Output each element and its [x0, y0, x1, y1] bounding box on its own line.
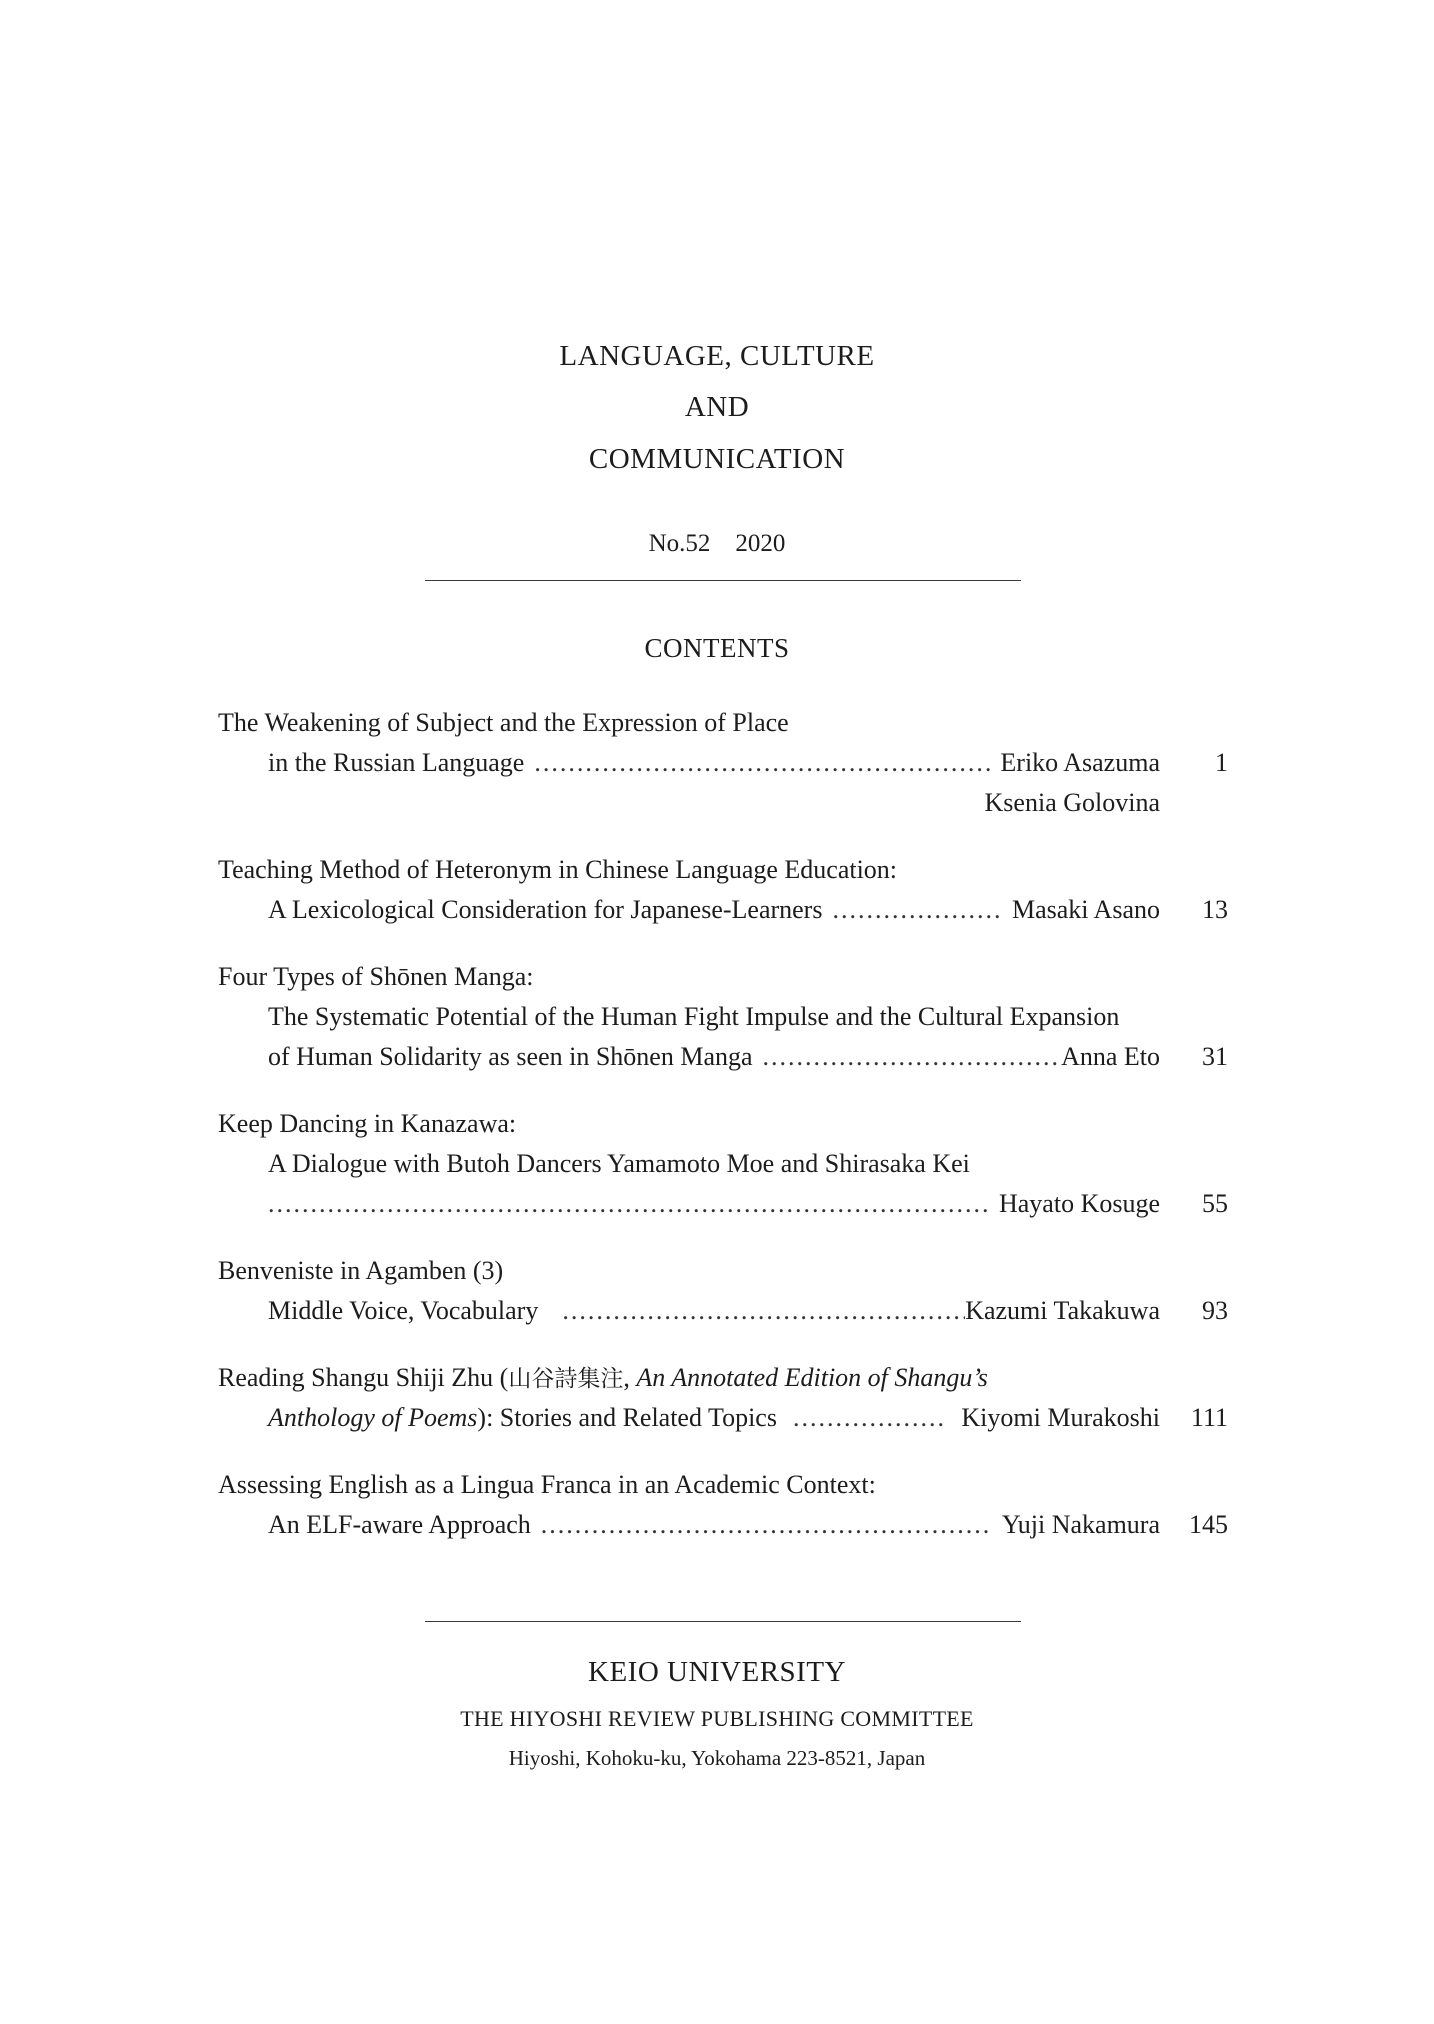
- entry-title: Four Types of Shōnen Manga:: [218, 962, 534, 991]
- toc-entry[interactable]: [218, 703, 1228, 823]
- top-divider: [425, 580, 1021, 581]
- bottom-divider: [425, 1621, 1021, 1622]
- entry-page-number: 31: [1202, 1042, 1228, 1071]
- entry-title: [218, 1358, 1228, 1398]
- toc-entry[interactable]: [218, 850, 1228, 930]
- entry-leader-row: [218, 1398, 1228, 1438]
- entry-title: The Weakening of Subject and the Expression of Place: [218, 708, 789, 737]
- toc-entry[interactable]: [218, 957, 1228, 1077]
- entry-title-italic: An Annotated Edition of Shangu’s: [636, 1363, 988, 1392]
- entry-leader-row: [218, 1291, 1228, 1331]
- entry-leader-row: [218, 1037, 1228, 1077]
- entry-title: Keep Dancing in Kanazawa:: [218, 1109, 517, 1138]
- entry-page-number: 93: [1202, 1296, 1228, 1325]
- entry-subtitle-rest: ): Stories and Related Topics: [477, 1403, 777, 1432]
- entry-author: Eriko Asazuma: [1000, 748, 1160, 777]
- entry-subtitle: A Dialogue with Butoh Dancers Yamamoto Moe and Shirasaka Kei: [268, 1149, 970, 1178]
- entry-coauthor: Ksenia Golovina: [984, 788, 1160, 817]
- entry-author: Anna Eto: [1061, 1042, 1160, 1071]
- issue-number: No.52 2020: [648, 530, 786, 557]
- entry-leader-row: [218, 1184, 1228, 1224]
- publisher-name: KEIO UNIVERSITY: [588, 1656, 846, 1688]
- entry-subtitle-line-2: of Human Solidarity as seen in Shōnen Manga: [268, 1042, 753, 1071]
- dot-leader: [832, 890, 1001, 930]
- entry-subtitle: [268, 1398, 777, 1438]
- publisher-address: Hiyoshi, Kohoku-ku, Yokohama 223-8521, Japan: [508, 1746, 926, 1770]
- contents-heading: CONTENTS: [644, 633, 790, 663]
- entry-author: Yuji Nakamura: [1001, 1510, 1160, 1539]
- entry-leader-row: [218, 743, 1228, 783]
- toc-entry[interactable]: [218, 1465, 1228, 1545]
- publisher-committee: THE HIYOSHI REVIEW PUBLISHING COMMITTEE: [460, 1706, 974, 1731]
- dot-leader: [763, 1037, 1062, 1077]
- toc-entry[interactable]: [218, 1358, 1228, 1438]
- journal-title-line-2: AND: [684, 391, 750, 423]
- dot-leader: [268, 1184, 989, 1224]
- entry-title-separator: ,: [623, 1363, 637, 1392]
- dot-leader: [562, 1291, 965, 1331]
- journal-title-line-3: COMMUNICATION: [588, 443, 846, 475]
- entry-subtitle-line-1: The Systematic Potential of the Human Fight Impulse and the Cultural Expansion: [268, 1002, 1120, 1031]
- entry-author: Kiyomi Murakoshi: [961, 1403, 1160, 1432]
- entry-title: Assessing English as a Lingua Franca in an Academic Context:: [218, 1470, 876, 1499]
- toc-entry[interactable]: [218, 1251, 1228, 1331]
- journal-title-line-1: LANGUAGE, CULTURE: [559, 340, 875, 372]
- entry-subtitle: An ELF-aware Approach: [268, 1510, 531, 1539]
- entry-author: Masaki Asano: [1011, 895, 1160, 924]
- table-of-contents: [218, 703, 1228, 1572]
- entry-title: Benveniste in Agamben (3): [218, 1256, 504, 1285]
- dot-leader: [793, 1398, 943, 1438]
- entry-page-number: 13: [1202, 895, 1228, 924]
- entry-subtitle: Middle Voice, Vocabulary: [268, 1296, 539, 1325]
- dot-leader: [541, 1505, 992, 1545]
- entry-author: Hayato Kosuge: [998, 1189, 1160, 1218]
- entry-subtitle-italic: Anthology of Poems: [268, 1403, 478, 1432]
- dot-leader: [534, 743, 990, 783]
- entry-subtitle: A Lexicological Consideration for Japanese-Learners: [268, 895, 823, 924]
- entry-leader-row: [218, 890, 1228, 930]
- entry-title: Teaching Method of Heteronym in Chinese Language Education:: [218, 855, 898, 884]
- entry-leader-row: [218, 1505, 1228, 1545]
- entry-title-text: Reading Shangu Shiji Zhu (: [218, 1363, 509, 1392]
- entry-page-number: 55: [1202, 1189, 1228, 1218]
- toc-entry[interactable]: [218, 1104, 1228, 1224]
- entry-title-cjk: 山谷詩集注: [508, 1366, 624, 1392]
- entry-subtitle: in the Russian Language: [268, 748, 525, 777]
- entry-page-number: 111: [1190, 1403, 1228, 1432]
- entry-author: Kazumi Takakuwa: [965, 1296, 1160, 1325]
- entry-page-number: 1: [1215, 748, 1228, 777]
- entry-page-number: 145: [1189, 1510, 1228, 1539]
